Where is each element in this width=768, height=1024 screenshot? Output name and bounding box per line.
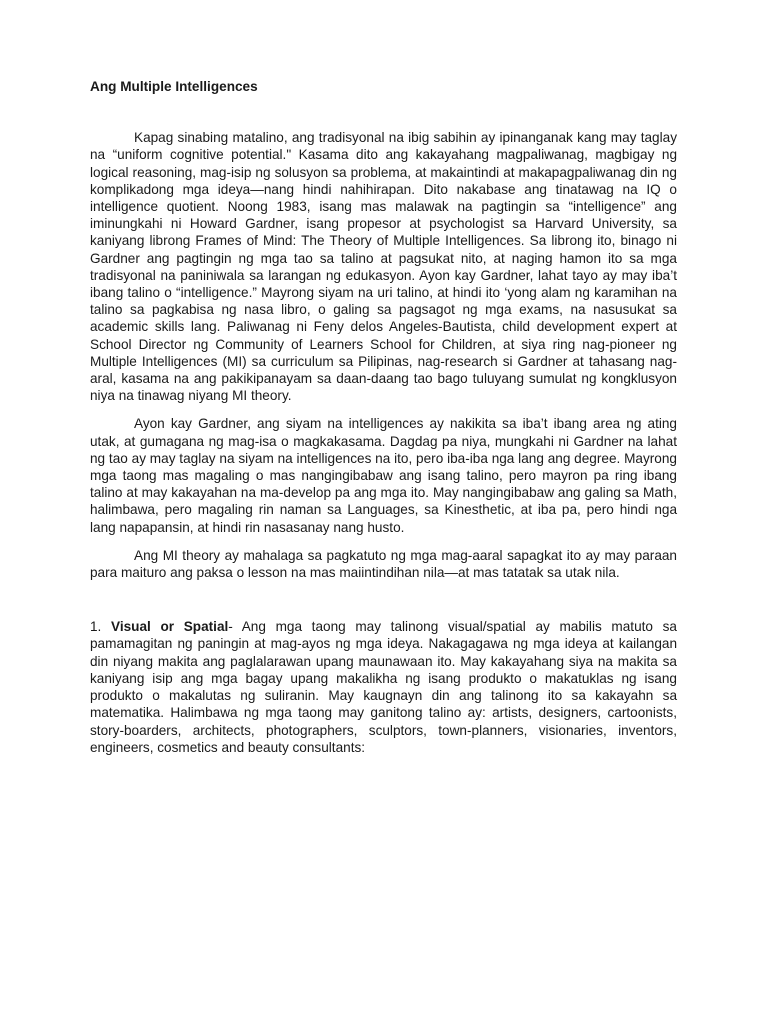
document-title: Ang Multiple Intelligences (90, 79, 258, 94)
list-item-term: Visual or Spatial (111, 619, 229, 635)
list-item-number: 1. (90, 619, 102, 635)
paragraph-intro: Kapag sinabing matalino, ang tradisyonal na ibig sabihin ay ipinanganak kang may taglay na “uniform cognitive potential." Kasama dito ang kakayahang magpaliwanag, magbigay ng logical reasoning, mag-isip ng solusyon sa problema, at makaintindi at makapagpaliwanag din ng komplikadong mga ideya—nang hindi nahihirapan. Dito nakabase ang tinatawag na IQ o intelligence quotient. Noong 1983, isang mas malawak na pagtingin sa “intelligence” ang iminungkahi ni Howard Gardner, isang propesor at psychologist sa Harvard University, sa kaniyang librong Frames of Mind: The Theory of Multiple Intelligences. Sa librong ito, binago ni Gardner ang pagtingin ng mga tao sa talino at pagsukat nito, at naging hamon ito sa mga tradisyonal na paniniwala sa larangan ng edukasyon. Ayon kay Gardner, lahat tayo ay may iba’t ibang talino o “intelligence.” Mayrong siyam na uri talino, at hindi ito ‘yong alam ng karamihan na talino sa pagkabisa ng nasa libro, o galing sa pagsagot ng mga exams, na nasusukat sa academic skills lang. Paliwanag ni Feny delos Angeles-Bautista, child development expert at School Director ng Community of Learners School for Children, at siya ring nag-pioneer ng Multiple Intelligences (MI) sa curriculum sa Pilipinas, nag-research si Gardner at tahasang nag-aral, kasama na ang pakikipanayam sa daan-daang tao bago tuluyang sumulat ng kongklusyon niya na tinawag niyang MI theory. (90, 130, 677, 404)
section-spacer (90, 592, 677, 618)
paragraph-mi-theory: Ang MI theory ay mahalaga sa pagkatuto ng mga mag-aaral sapagkat ito ay may paraan para maituro ang paksa o lesson na mas maiintindihan nila—at mas tatatak sa utak nila. (90, 547, 677, 581)
paragraph-gardner: Ayon kay Gardner, ang siyam na intelligences ay nakikita sa iba’t ibang area ng ating utak, at gumagana ng mag-isa o magkakasama. Dagdag pa niya, mungkahi ni Gardner na lahat ng tao ay may taglay na siyam na intelligences na ito, pero iba-iba nga lang ang degree. Mayrong mga taong mas magaling o mas nangingibabaw ang isang talino, pero mayron pa ring ibang talino at may kakayahan na ma-develop pa ang mga ito. May nangingibabaw ang galing sa Math, halimbawa, pero magaling rin naman sa Languages, sa Kinesthetic, at iba pa, pero hindi nga lang napapansin, at hindi rin nasasanay nang husto. (90, 416, 677, 535)
list-item-text: - Ang mga taong may talinong visual/spatial ay mabilis matuto sa pamamagitan ng paningin at mag-ayos ng mga ideya. Nakagagawa ng mga ideya at kailangan din niyang makita ang paglalarawan upang maunawaan ito. May kakayahang siya na makita sa kaniyang isip ang mga bagay upang makalikha ng isang produkto o makatuklas ng isang produkto o makalutas ng suliranin. May kaugnayn din ang talinong ito sa kakayahn sa matematika. Halimbawa ng mga taong may ganitong talino ay: artists, designers, cartoonists, story-boarders, architects, photographers, sculptors, town-planners, visionaries, inventors, engineers, cosmetics and beauty consultants: (90, 619, 677, 755)
document-page (90, 78, 677, 756)
list-item-visual-spatial (90, 618, 677, 756)
